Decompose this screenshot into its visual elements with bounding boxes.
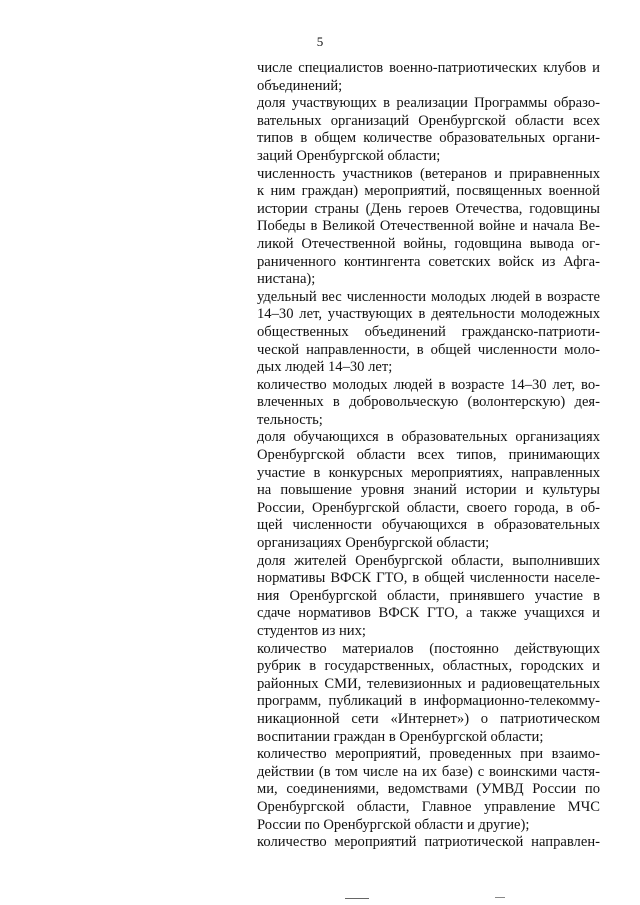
- text-line: нормативы ВФСК ГТО, в общей численности населе-: [257, 570, 600, 587]
- text-line: количество мероприятий патриотической направлен-: [257, 834, 600, 851]
- text-line: 14–30 лет, участвующих в деятельности молодежных: [257, 306, 600, 323]
- text-line: ликой Отечественной войны, годовщина вывода ог-: [257, 235, 600, 252]
- text-line: программ, публикаций в информационно-телекомму-: [257, 693, 600, 710]
- paragraph: [257, 377, 600, 430]
- text-line: действии (в том числе на их базе) с воинскими частя-: [257, 763, 600, 780]
- scan-artifact-line: [495, 897, 505, 898]
- paragraph: [257, 429, 600, 552]
- scan-footer-marks: [0, 895, 640, 901]
- page-number: 5: [316, 34, 324, 49]
- text-line: удельный вес численности молодых людей в возрасте: [257, 288, 600, 305]
- text-line: России по Оренбургской области и другие);: [257, 816, 530, 833]
- text-line: студентов из них;: [257, 623, 366, 639]
- text-line: раниченного контингента советских войск из Афга-: [257, 253, 600, 270]
- text-line: Оренбургской области всех типов, принимающих: [257, 447, 600, 464]
- paragraph: [257, 834, 600, 852]
- paragraph: [257, 60, 600, 95]
- text-line: типов в общем количестве образовательных органи-: [257, 130, 600, 147]
- text-line: участие в конкурсных мероприятиях, направленных: [257, 464, 600, 481]
- paragraph: [257, 553, 600, 641]
- text-line: никационной сети «Интернет») о патриотическом: [257, 710, 600, 727]
- text-line: ми, соединениями, ведомствами (УМВД России по: [257, 781, 600, 798]
- paragraph: [257, 641, 600, 747]
- text-line: числе специалистов военно-патриотических клубов и: [257, 60, 600, 76]
- text-line: сдаче нормативов ВФСК ГТО, а также учащихся и: [257, 605, 600, 622]
- text-line: к ним граждан) мероприятий, посвященных военной: [257, 183, 600, 200]
- text-line: общественных объединений гражданско-патриоти-: [257, 323, 600, 340]
- text-line: нистана);: [257, 271, 316, 288]
- text-line: доля жителей Оренбургской области, выполнивших: [257, 552, 600, 569]
- text-line: влеченных в добровольческую (волонтерскую) дея-: [257, 394, 600, 411]
- text-line: численность участников (ветеранов и приравненных: [257, 165, 600, 182]
- text-line: щей численности обучающихся в образовательных: [257, 517, 600, 534]
- text-line: вательных организаций Оренбургской области всех: [257, 112, 600, 129]
- text-line: количество материалов (постоянно действующих: [257, 640, 600, 657]
- paragraph: [257, 746, 600, 834]
- text-line: истории страны (День героев Отечества, годовщины: [257, 200, 600, 217]
- text-line: Оренбургской области, Главное управление МЧС: [257, 798, 600, 815]
- text-line: тельность;: [257, 411, 323, 428]
- paragraph: [257, 289, 600, 377]
- paragraph: [257, 166, 600, 289]
- text-line: количество молодых людей в возрасте 14–30 лет, во-: [257, 376, 600, 393]
- text-line: организациях Оренбургской области;: [257, 535, 490, 552]
- text-line: России, Оренбургской области, своего города, в об-: [257, 499, 600, 516]
- paragraph: [257, 95, 600, 165]
- text-line: доля участвующих в реализации Программы образо-: [257, 95, 600, 112]
- document-body: [257, 60, 600, 852]
- text-line: количество мероприятий, проведенных при взаимо-: [257, 746, 600, 763]
- text-line: дых людей 14–30 лет;: [257, 359, 393, 376]
- text-line: на повышение уровня знаний истории и культуры: [257, 482, 600, 499]
- scan-artifact-line: [345, 898, 369, 899]
- text-line: рубрик в государственных, областных, городских и: [257, 658, 600, 675]
- text-line: ния Оренбургской области, принявшего участие в: [257, 587, 600, 604]
- text-line: объединений;: [257, 77, 343, 94]
- text-line: ческой направленности, в общей численности моло-: [257, 341, 600, 358]
- text-line: доля обучающихся в образовательных организациях: [257, 429, 600, 446]
- text-line: заций Оренбургской области;: [257, 147, 441, 164]
- text-line: воспитании граждан в Оренбургской области;: [257, 728, 544, 745]
- text-line: Победы в Великой Отечественной войне и начала Ве-: [257, 218, 600, 235]
- text-line: районных СМИ, телевизионных и радиовещательных: [257, 675, 600, 692]
